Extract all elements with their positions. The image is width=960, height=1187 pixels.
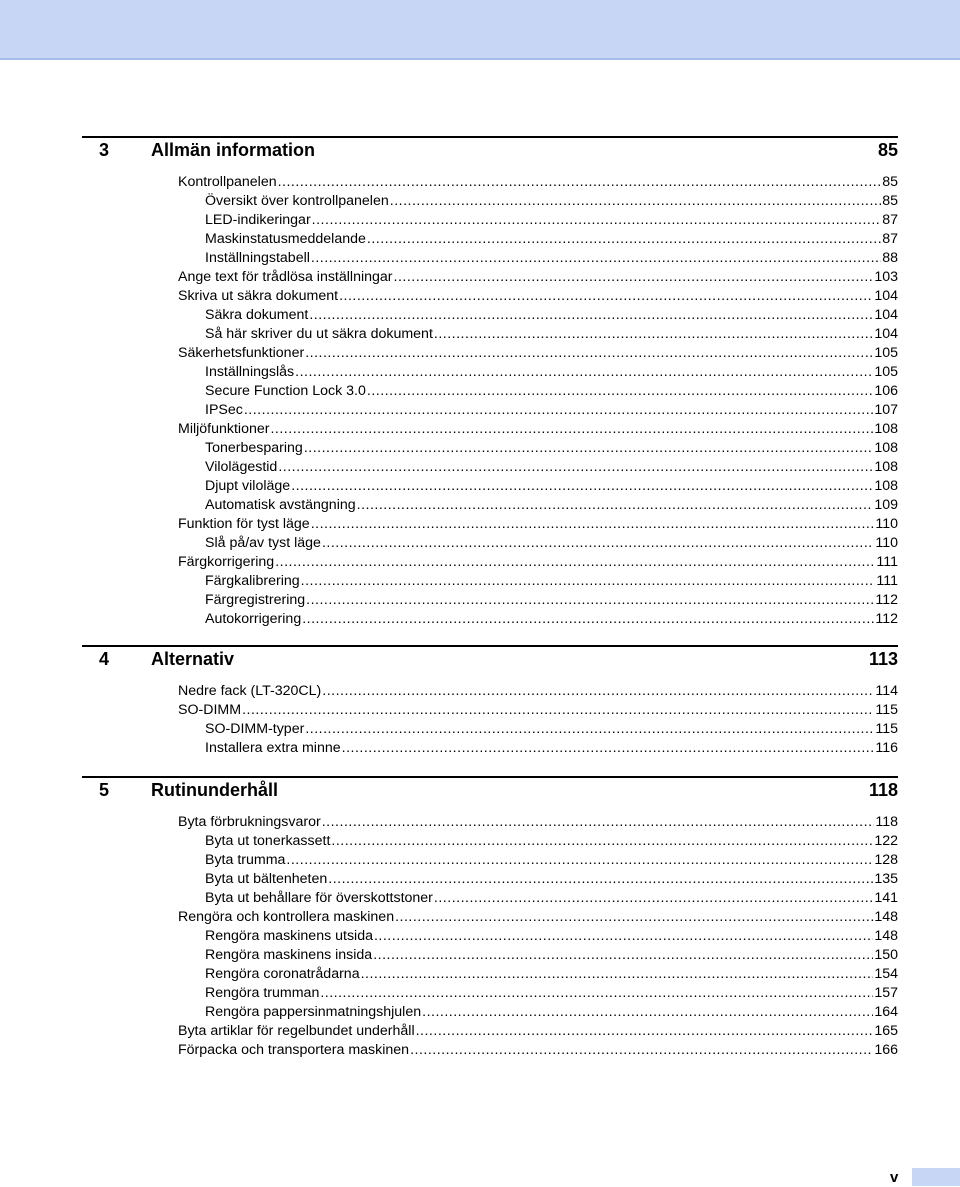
toc-entry[interactable]: Djupt viloläge ..... 108	[205, 477, 898, 496]
page-tab-marker	[912, 1168, 960, 1186]
toc-entry[interactable]: Rengöra och kontrollera maskinen ..... 148	[178, 908, 898, 927]
toc-entry[interactable]: Funktion för tyst läge ..... 110	[178, 515, 898, 534]
toc-entry[interactable]: Secure Function Lock 3.0 ..... 106	[205, 382, 898, 401]
toc-entry[interactable]: Kontrollpanelen ..... 85	[178, 173, 898, 192]
toc-entry[interactable]: Vilolägestid ..... 108	[205, 458, 898, 477]
chapter-title: Alternativ	[151, 648, 235, 669]
toc-entry[interactable]: Byta artiklar för regelbundet underhåll ..... 165	[178, 1022, 898, 1041]
toc-entry[interactable]: IPSec ..... 107	[205, 401, 898, 420]
chapter-heading[interactable]	[82, 776, 898, 802]
chapter-number: 4	[99, 648, 110, 669]
toc-entry[interactable]: Rengöra maskinens utsida ..... 148	[205, 927, 898, 946]
toc-entry[interactable]: Nedre fack (LT-320CL) ..... 114	[178, 682, 898, 701]
toc-entry[interactable]: Rengöra trumman ..... 157	[205, 984, 898, 1003]
toc-entry[interactable]: Slå på/av tyst läge ..... 110	[205, 534, 898, 553]
toc-entry[interactable]: Tonerbesparing ..... 108	[205, 439, 898, 458]
chapter-title: Rutinunderhåll	[151, 779, 278, 800]
toc-entry[interactable]: Rengöra pappersinmatningshjulen ..... 164	[205, 1003, 898, 1022]
toc-entry[interactable]: Rengöra maskinens insida ..... 150	[205, 946, 898, 965]
toc-entry[interactable]: LED-indikeringar ..... 87	[205, 211, 898, 230]
toc-entry[interactable]: Inställningslås ..... 105	[205, 363, 898, 382]
toc-entry[interactable]: SO-DIMM ..... 115	[178, 701, 898, 720]
toc-entry[interactable]: Installera extra minne ..... 116	[205, 739, 898, 758]
toc-entry[interactable]: Förpacka och transportera maskinen ..... 166	[178, 1041, 898, 1060]
toc-entry[interactable]: Så här skriver du ut säkra dokument ..... 104	[205, 325, 898, 344]
chapter-number: 5	[99, 779, 110, 800]
toc-entry[interactable]: SO-DIMM-typer ..... 115	[205, 720, 898, 739]
toc-entry[interactable]: Färgkalibrering ..... 111	[205, 572, 898, 591]
chapter-title: Allmän information	[151, 139, 316, 160]
toc-entry[interactable]: Rengöra coronatrådarna ..... 154	[205, 965, 898, 984]
toc-entry[interactable]: Färgregistrering ..... 112	[205, 591, 898, 610]
chapter-page: 85	[877, 139, 898, 160]
toc-entry[interactable]: Ange text för trådlösa inställningar ..... 103	[178, 268, 898, 287]
chapter-heading[interactable]	[82, 136, 898, 162]
toc-entry[interactable]: Byta förbrukningsvaror ..... 118	[178, 813, 898, 832]
toc-entry[interactable]: Skriva ut säkra dokument ..... 104	[178, 287, 898, 306]
chapter-page: 118	[868, 779, 898, 800]
toc-entry[interactable]: Autokorrigering ..... 112	[205, 610, 898, 629]
toc-entry[interactable]: Byta ut bältenheten ..... 135	[205, 870, 898, 889]
toc-entry[interactable]: Säkerhetsfunktioner ..... 105	[178, 344, 898, 363]
header-band	[0, 0, 960, 60]
toc-entry[interactable]: Byta ut tonerkassett ..... 122	[205, 832, 898, 851]
toc-entry[interactable]: Automatisk avstängning ..... 109	[205, 496, 898, 515]
toc-entry[interactable]: Byta ut behållare för överskottstoner ..... 141	[205, 889, 898, 908]
toc-entry[interactable]: Översikt över kontrollpanelen ..... 85	[205, 192, 898, 211]
toc-entry[interactable]: Maskinstatusmeddelande ..... 87	[205, 230, 898, 249]
toc-entry[interactable]: Inställningstabell ..... 88	[205, 249, 898, 268]
chapter-page: 113	[868, 648, 898, 669]
page-number-tab	[880, 1167, 960, 1187]
toc-entry[interactable]: Säkra dokument ..... 104	[205, 306, 898, 325]
chapter-heading[interactable]	[82, 645, 898, 671]
page-number: v	[890, 1168, 899, 1186]
toc-entry[interactable]: Miljöfunktioner ..... 108	[178, 420, 898, 439]
chapter-number: 3	[99, 139, 110, 160]
toc-entry[interactable]: Byta trumma ..... 128	[205, 851, 898, 870]
toc-entry[interactable]: Färgkorrigering ..... 111	[178, 553, 898, 572]
